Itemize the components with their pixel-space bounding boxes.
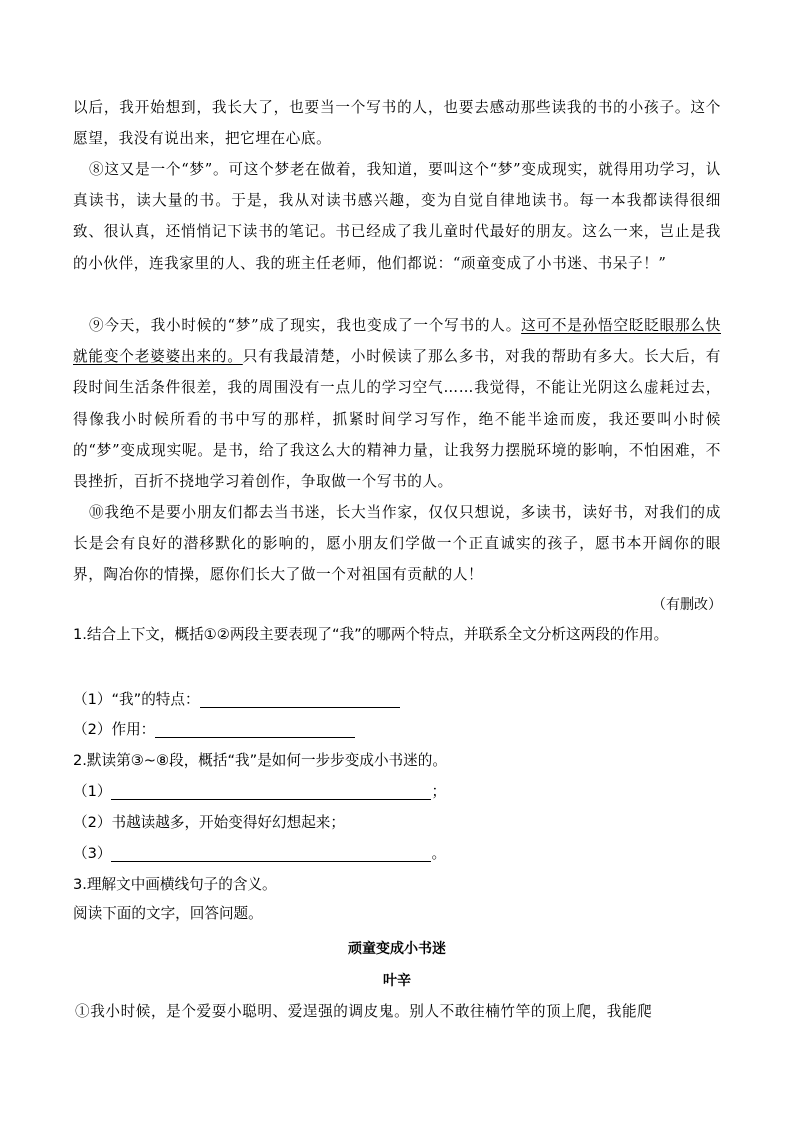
- paragraph-9-rest: 只有我最清楚，小时候读了那么多书，对我的帮助有多大。长大后，有段时间生活条件很差，我的周围没有一点儿的学习空气……我觉得，不能让光阴这么虚耗过去，得像我小时候所看的书中写的那样，抓紧时间学习写作，绝不能半途而废，我还要叫小时候的“梦”变成现实呢。是书，给了我这么大的精神力量，让我努力摆脱环境的影响，不怕困难，不畏挫折，百折不挠地学习着创作，争取做一个写书的人。: [73, 348, 721, 491]
- question-3: 3.理解文中画横线句子的含义。: [73, 876, 277, 893]
- paragraph-continued: 以后，我开始想到，我长大了，也要当一个写书的人，也要去感动那些读我的书的小孩子。这个愿望，我没有说出来，把它埋在心底。: [73, 99, 721, 148]
- question-2: 2.默读第③~⑧段，概括“我”是如何一步步变成小书迷的。: [73, 752, 447, 769]
- question-2-part-1: [73, 777, 733, 807]
- question-1-part-2: [73, 715, 733, 745]
- edit-note: （有删改）: [652, 597, 722, 613]
- question-2-part-1-label: （1）: [73, 783, 112, 800]
- passage-title: 顽童变成小书迷: [348, 941, 446, 957]
- question-2-part-1-end: ；: [431, 783, 447, 800]
- question-1-part-2-label: （2）作用：: [73, 721, 156, 738]
- question-1-part-1-label: （1）“我”的特点：: [73, 691, 200, 708]
- question-2-part-3: [73, 839, 733, 869]
- underlined-sentence: 这可不是孙悟空眨眨眼那么快就能变个老婆婆出来的。: [73, 317, 721, 366]
- paragraph-9: [73, 310, 721, 497]
- passage-author: 叶辛: [383, 973, 411, 989]
- question-1: 1.结合上下文，概括①②两段主要表现了“我”的哪两个特点，并联系全文分析这两段的作用。: [73, 626, 669, 643]
- answer-blank-2[interactable]: [155, 719, 355, 738]
- question-2-part-3-label: （3）: [73, 845, 112, 862]
- paragraph-10: ⑩我绝不是要小朋友们都去当书迷，长大当作家，仅仅只想说，多读书，读好书，对我们的成长是会有良好的潜移默化的影响的，愿小朋友们学做一个正直诚实的孩子，愿书本开阔你的眼界，陶冶你的情操，愿你们长大了做一个对祖国有贡献的人！: [73, 504, 721, 584]
- paragraph-8: ⑧这又是一个“梦”。可这个梦老在做着，我知道，要叫这个“梦”变成现实，就得用功学习，认真读书，读大量的书。于是，我从对读书感兴趣，变为自觉自律地读书。每一本我都读得很细致、很认真，还悄悄记下读书的笔记。书已经成了我儿童时代最好的朋友。这么一来，岂止是我的小伙伴，连我家里的人、我的班主任老师，他们都说：“顽童变成了小书迷、书呆子！”: [73, 161, 721, 272]
- paragraph-9-start: ⑨今天，我小时候的“梦”成了现实，我也变成了一个写书的人。: [89, 317, 522, 334]
- question-2-part-2: （2）书越读越多，开始变得好幻想起来；: [73, 814, 345, 831]
- paragraph-1: ①我小时候，是个爱耍小聪明、爱逞强的调皮鬼。别人不敢往楠竹竿的顶上爬，我能爬: [75, 1003, 653, 1020]
- question-2-part-3-end: 。: [431, 845, 447, 862]
- answer-blank-3[interactable]: [111, 781, 431, 800]
- answer-blank-4[interactable]: [111, 843, 431, 862]
- reading-instruction: 阅读下面的文字，回答问题。: [73, 905, 263, 922]
- question-1-part-1: [73, 685, 733, 715]
- answer-blank-1[interactable]: [200, 689, 400, 708]
